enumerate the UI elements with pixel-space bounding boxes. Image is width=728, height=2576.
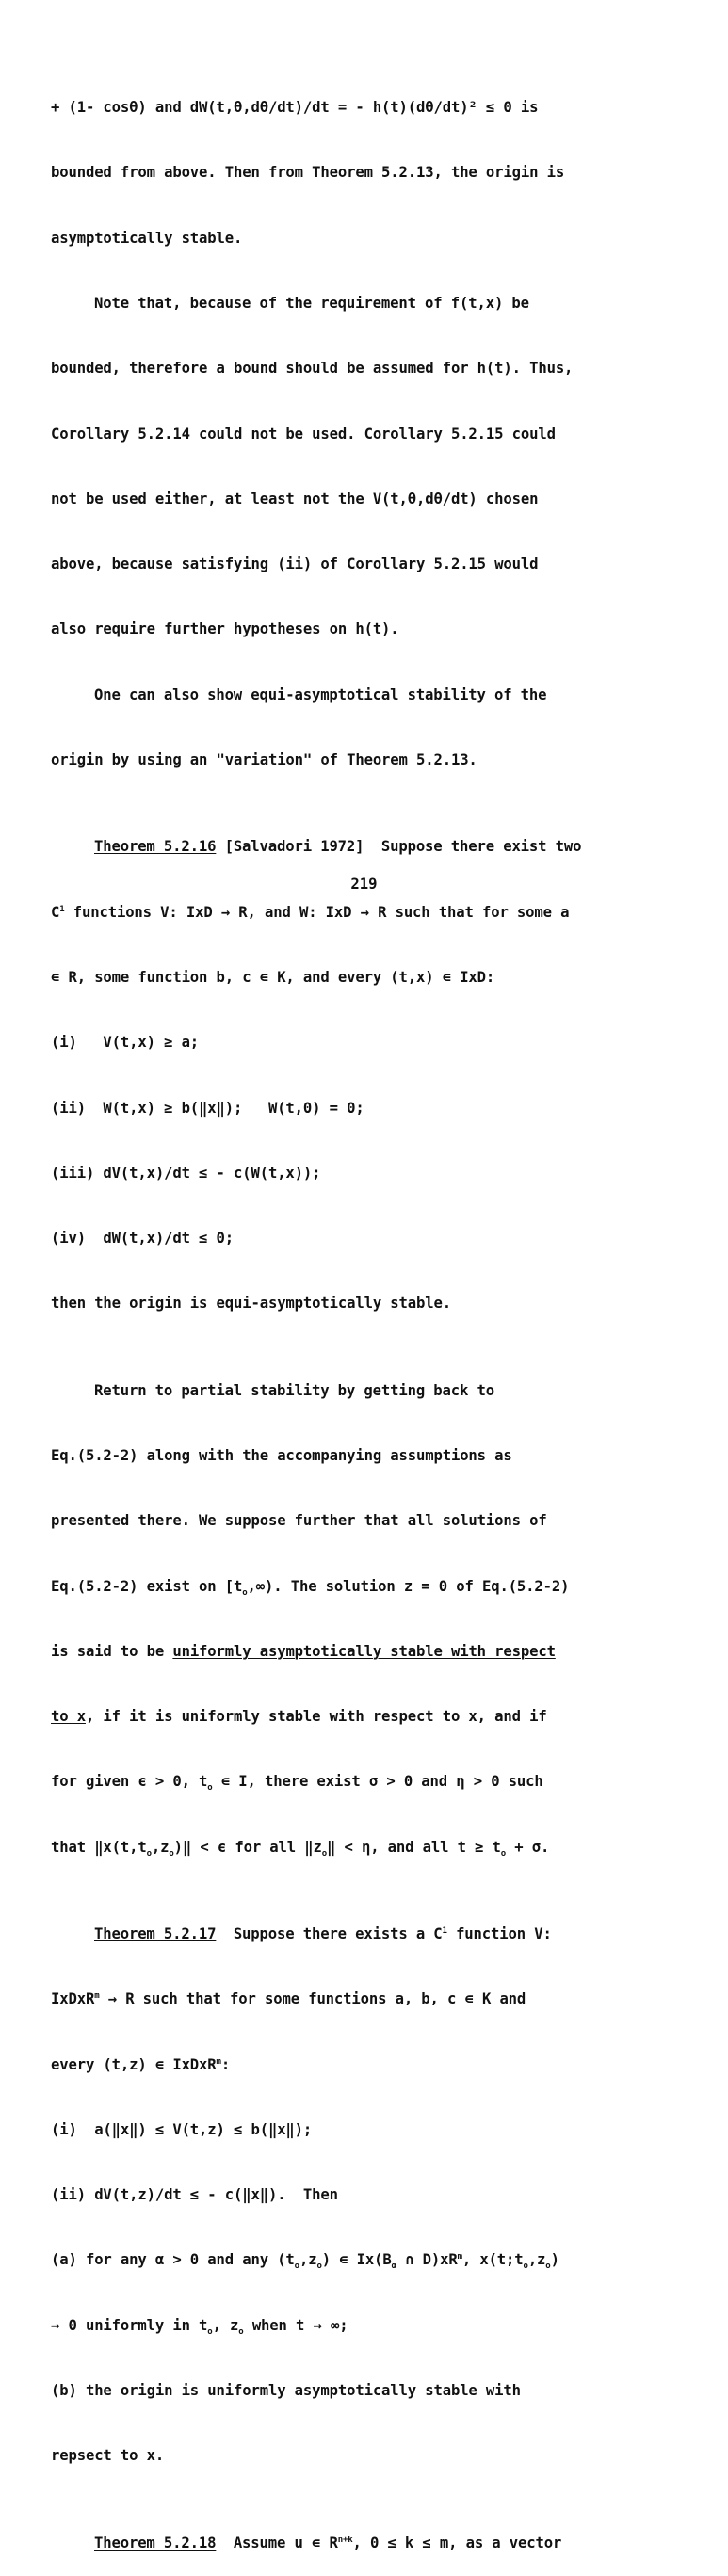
conclusion-item: (b) the origin is uniformly asymptotically stable with	[51, 2382, 521, 2400]
conclusion-item: (a) for any α > 0 and any $(t_o,z_o)$ ∊ $Ix(B_\alpha$ ∩ $D)xR^m$, $x(t;t_o,z_o)$	[51, 2251, 559, 2272]
theorem-5-2-18-heading: Theorem 5.2.18 Assume u ∊ $R^{n+k}$, 0 ≤ k ≤ m, as a vector	[94, 2534, 562, 2552]
condition-item: (ii) W(t,x) ≥ b(‖x‖); W(t,0) = 0;	[51, 1099, 364, 1117]
text-line: bounded, therefore a bound should be assumed for h(t). Thus,	[51, 360, 574, 378]
text-line: bounded from above. Then from Theorem 5.2.13, the origin is	[51, 164, 565, 182]
text-line: above, because satisfying (ii) of Corollary 5.2.15 would	[51, 555, 539, 573]
text-line: + (1- cosθ) and dW(t,θ,dθ/dt)/dt = - h(t)(dθ/dt)² ≤ 0 is	[51, 99, 539, 117]
theorem-5-2-17-heading: Theorem 5.2.17 Suppose there exists a $C^1$ function V:	[94, 1925, 552, 1943]
text-line: One can also show equi-asymptotical stability of the	[94, 685, 547, 703]
text-line: also require further hypotheses on h(t).	[51, 620, 399, 638]
text-line: origin by using an "variation" of Theorem 5.2.13.	[51, 751, 477, 768]
defined-term: to x	[51, 1708, 86, 1726]
text-line: ∊ R, some function b, c ∊ K, and every (t,x) ∊ IxD:	[51, 968, 495, 986]
text-line: that $‖x(t,t_o,z_o)‖ < \epsilon$ for all $‖z_o‖ < \eta$, and all $t \ge t_o + \sigma$.	[51, 1838, 550, 1859]
definition-line: is said to be uniformly asymptotically stable with respect	[51, 1642, 556, 1660]
text-line: asymptotically stable.	[51, 229, 243, 247]
text-line: Return to partial stability by getting back to	[94, 1381, 494, 1399]
text-line: for given ϵ > 0, $t_o$ ∊ I, there exist σ > 0 and η > 0 such	[51, 1773, 543, 1794]
text-line: not be used either, at least not the V(t,θ,dθ/dt) chosen	[51, 490, 539, 507]
text-line: Eq.(5.2-2) exist on $[t_o,\infty)$. The solution z = 0 of Eq.(5.2-2)	[51, 1577, 570, 1598]
conclusion-item: → 0 uniformly in $t_o$, $z_o$ when t → ∞;	[51, 2316, 348, 2337]
defined-term: uniformly asymptotically stable with respect	[172, 1642, 556, 1660]
text-line: then the origin is equi-asymptotically stable.	[51, 1295, 451, 1312]
definition-line: to x, if it is uniformly stable with respect to x, and if	[51, 1708, 547, 1726]
text-line: every (t,z) ∊ IxDxR$^m$:	[51, 2055, 231, 2073]
condition-item: (ii) dV(t,z)/dt ≤ - c(‖x‖). Then	[51, 2186, 338, 2204]
text-line: Corollary 5.2.14 could not be used. Corollary 5.2.15 could	[51, 425, 556, 443]
text-line: presented there. We suppose further that all solutions of	[51, 1512, 547, 1530]
condition-item: (iv) dW(t,x)/dt ≤ 0;	[51, 1230, 235, 1248]
theorem-title: Theorem 5.2.16	[94, 838, 217, 856]
theorem-title: Theorem 5.2.17	[94, 1925, 217, 1943]
theorem-5-2-16-heading: Theorem 5.2.16 [Salvadori 1972] Suppose there exist two	[94, 838, 582, 856]
page-number: 219	[350, 876, 378, 893]
condition-item: (i) V(t,x) ≥ a;	[51, 1034, 200, 1052]
page-body	[51, 54, 701, 2576]
text-line: Eq.(5.2-2) along with the accompanying assumptions as	[51, 1447, 512, 1464]
text-line: IxDxR$^m$ → R such that for some functions a, b, c ∊ K and	[51, 1990, 526, 2008]
condition-item: (iii) dV(t,x)/dt ≤ - c(W(t,x));	[51, 1164, 321, 1182]
text-line: $C^1$ functions V: IxD → R, and W: IxD → R such that for some a	[51, 903, 570, 921]
theorem-title: Theorem 5.2.18	[94, 2534, 217, 2552]
condition-item: (i) a(‖x‖) ≤ V(t,z) ≤ b(‖x‖);	[51, 2120, 313, 2138]
text-line: repsect to x.	[51, 2447, 165, 2465]
text-line: Note that, because of the requirement of f(t,x) be	[94, 295, 529, 313]
